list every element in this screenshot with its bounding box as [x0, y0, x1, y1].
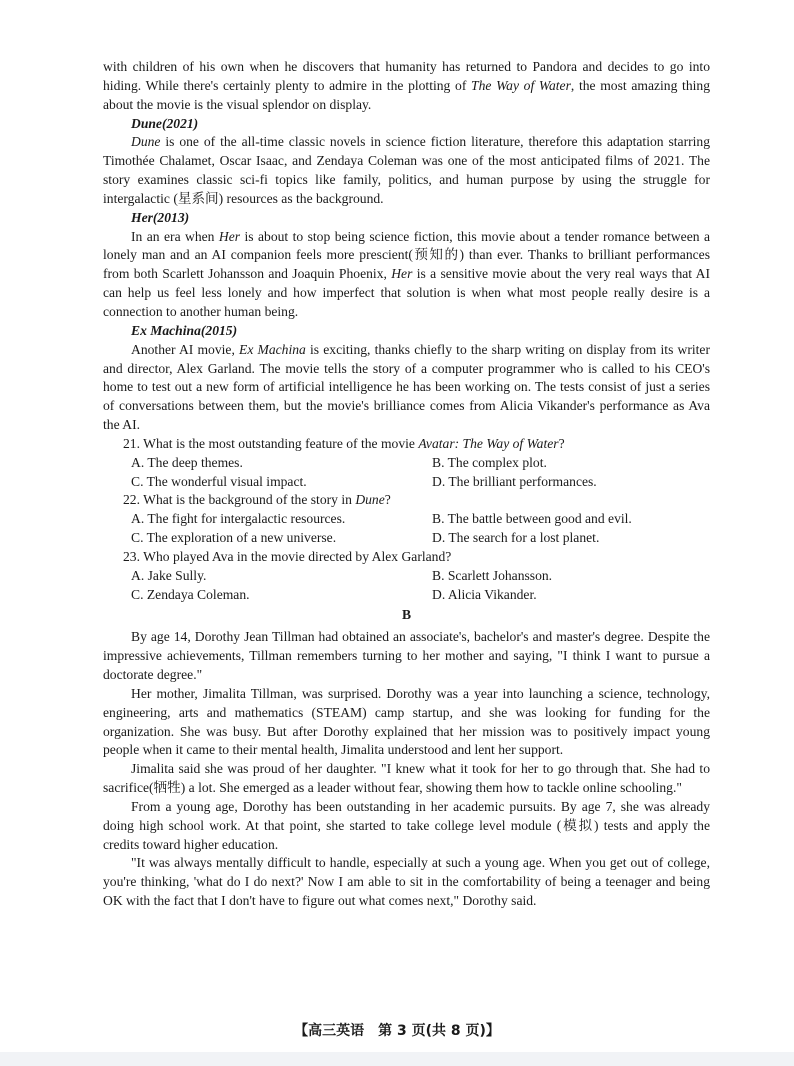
answer-options	[131, 567, 710, 605]
option-a: A. Jake Sully.	[131, 567, 207, 583]
answer-options	[131, 510, 710, 548]
option-d: D. The search for a lost planet.	[432, 530, 600, 546]
her-heading: Her(2013)	[131, 209, 190, 225]
question-23	[103, 548, 710, 605]
option-d: D. The brilliant performances.	[432, 473, 597, 489]
passage-b-paragraph-1: By age 14, Dorothy Jean Tillman had obtained an associate's, bachelor's and master's degree. Despite the impressive achievements, Tillman remembers turning to her mother and saying, "I think I want to pursue a doctorate degree."	[103, 629, 710, 682]
option-c: C. The exploration of a new universe.	[131, 530, 337, 546]
option-a: A. The deep themes.	[131, 454, 243, 470]
ex-machina-heading: Ex Machina(2015)	[131, 322, 238, 338]
option-d: D. Alicia Vikander.	[432, 586, 537, 602]
ex-machina-paragraph: Another AI movie, Ex Machina is exciting, thanks chiefly to the sharp writing on display from its writer and director, Alex Garland. The movie tells the story of a computer programmer who is called to his CEO's home to test out a new form of artificial intelligence he has been working on. The tests consist of just a series of conversations between them, but the movie's brilliance comes from Alicia Vikander's performance as Ava the AI.	[103, 341, 710, 433]
scan-edge	[0, 1052, 794, 1066]
option-c: C. The wonderful visual impact.	[131, 473, 307, 489]
avatar-paragraph-tail: with children of his own when he discovers that humanity has returned to Pandora and decides to go into hiding. While there's certainly plenty to admire in the plotting of The Way of Water, the most amazing thing about the movie is the visual splendor on display.	[103, 59, 710, 112]
her-paragraph: In an era when Her is about to stop being science fiction, this movie about a tender romance between a lonely man and an AI companion feels more prescient(预知的) than ever. Thanks to brilliant performances from both Scarlett Johansson and Joaquin Phoenix, Her is a sensitive movie about the very real ways that AI can help us feel less lonely and how imperfect that solution is when what most people really desire is a connection to another human being.	[103, 228, 710, 319]
passage-b-paragraph-5: "It was always mentally difficult to handle, especially at such a young age. When you get out of college, you're thinking, 'what do I do next?' Now I am able to sit in the comfortability of being a teenager and being OK with the fact that I don't have to figure out what comes next," Dorothy said.	[103, 855, 710, 909]
option-b: B. Scarlett Johansson.	[432, 567, 553, 583]
section-b-label: B	[401, 607, 412, 623]
option-a: A. The fight for intergalactic resources.	[131, 511, 346, 527]
dune-paragraph: Dune is one of the all-time classic novels in science fiction literature, therefore this adaptation starring Timothée Chalamet, Oscar Isaac, and Zendaya Coleman was one of the most anticipated films of 2021. The story examines classic sci-fi topics like family, politics, and human purpose by using the struggle for intergalactic (星系间) resources as the background.	[103, 134, 710, 206]
question-stem: 21. What is the most outstanding feature of the movie Avatar: The Way of Water?	[123, 435, 565, 451]
dune-heading: Dune(2021)	[131, 115, 199, 131]
passage-b-paragraph-3: Jimalita said she was proud of her daughter. "I knew what it took for her to go through that. She had to sacrifice(牺牲) a lot. She emerged as a leader without fear, showing them how to tackle online schooling."	[103, 761, 710, 796]
passage-b-paragraph-4: From a young age, Dorothy has been outstanding in her academic pursuits. By age 7, she was already doing high school work. At that point, she started to take college level module (模拟) tests and apply the credits toward higher education.	[103, 798, 710, 852]
option-b: B. The complex plot.	[432, 454, 547, 470]
option-c: C. Zendaya Coleman.	[131, 586, 250, 602]
question-stem: 22. What is the background of the story in Dune?	[123, 492, 391, 508]
question-21	[103, 435, 710, 492]
passage-b-paragraph-2: Her mother, Jimalita Tillman, was surprised. Dorothy was a year into launching a science, technology, engineering, arts and mathematics (STEAM) camp startup, and she was looking for funding for the organization. She was busy. But after Dorothy explained that her mission was to positively impact young people when it came to their mental health, Jimalita understood and lent her support.	[103, 685, 710, 758]
answer-options	[131, 454, 710, 492]
page-footer: 【高三英语 第 3 页(共 8 页)】	[294, 1023, 500, 1039]
option-b: B. The battle between good and evil.	[432, 511, 632, 527]
question-22	[103, 491, 710, 548]
question-stem: 23. Who played Ava in the movie directed by Alex Garland?	[123, 548, 452, 564]
